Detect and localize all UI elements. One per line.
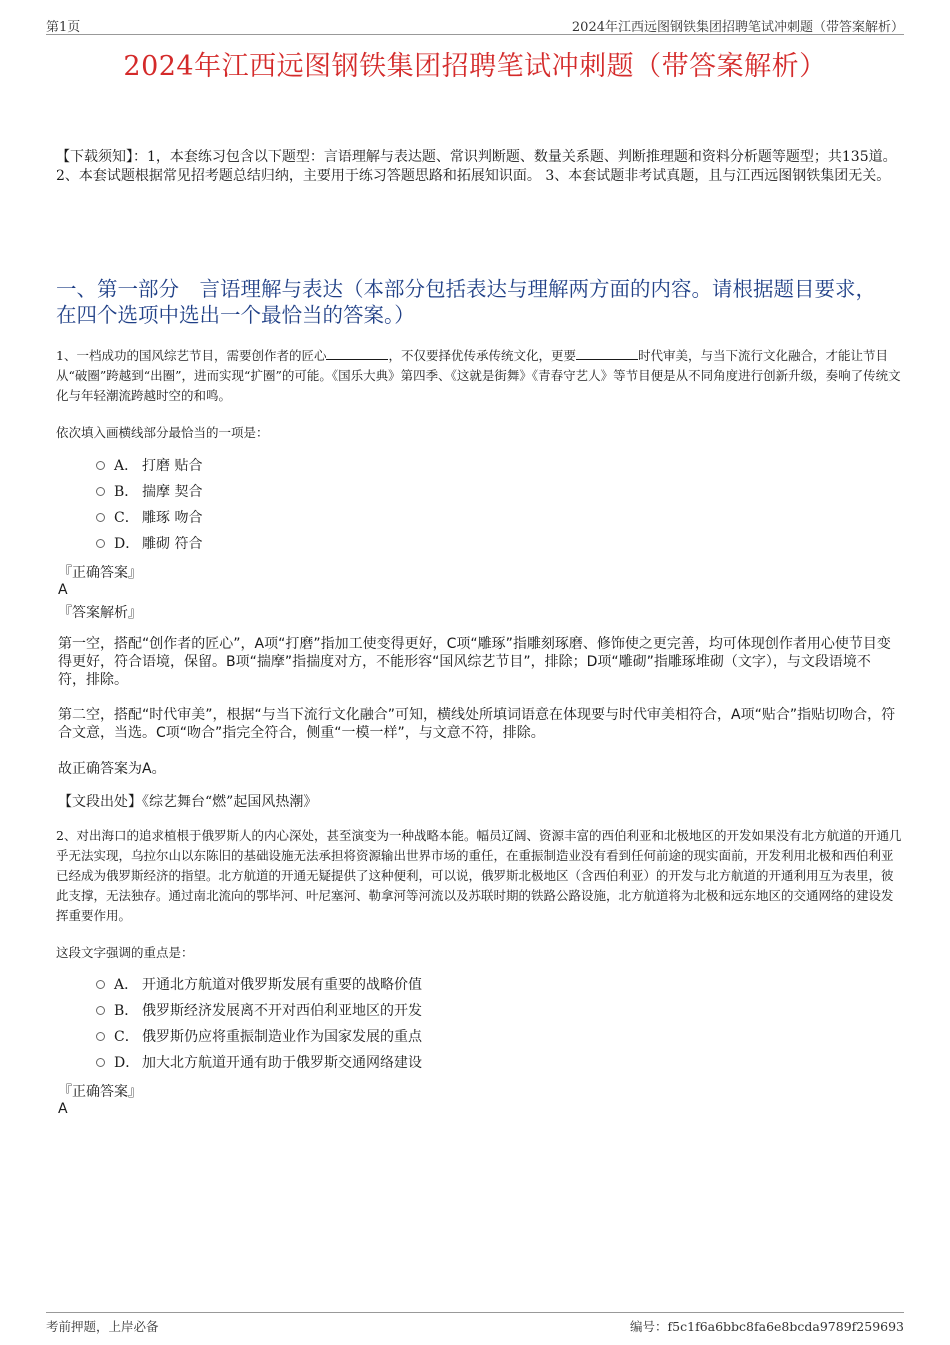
option-b[interactable]: B． 揣摩 契合 xyxy=(96,478,202,504)
answer-label: 『正确答案』 xyxy=(58,1084,142,1100)
radio-icon[interactable] xyxy=(96,1006,105,1015)
question-1-text: 1、一档成功的国风综艺节目，需要创作者的匠心 ，不仅要择优传承传统文化，更要 时代审美，与当下流行文化融合，才能让节目从“破圈”跨越到“出圈”，进而实现“扩圈”的可能。《国乐大典》第四季、《这就是街舞》《青春守艺人》等节目便是从不同角度进行创新升级，奏响了传统文化与年轻潮流跨越时空的和鸣。 xyxy=(56,348,901,403)
section-heading: 一、第一部分 言语理解与表达（本部分包括表达与理解两方面的内容。请根据题目要求，在四个选项中选出一个最恰当的答案。） xyxy=(56,277,876,327)
download-notice: 【下载须知】：1，本套练习包含以下题型：言语理解与表达题、常识判断题、数量关系题、判断推理题和资料分析题等题型；共135道。 2、本套试题根据常见招考题总结归纳，主要用于练习答题思路和拓展知识面。 3、本套试题非考试真题，且与江西远图钢铁集团无关。 xyxy=(56,149,897,184)
page-header xyxy=(46,14,904,35)
radio-icon[interactable] xyxy=(96,980,105,989)
page-number: 第1页 xyxy=(46,20,81,35)
question-2-prompt: 这段文字强调的重点是： xyxy=(56,945,194,960)
page-footer xyxy=(46,1312,904,1337)
radio-icon[interactable] xyxy=(96,461,105,470)
passage-source: 【文段出处】《综艺舞台“燃”起国风热潮》 xyxy=(58,794,318,810)
option-b[interactable]: B． 俄罗斯经济发展离不开对西伯利亚地区的开发 xyxy=(96,997,422,1023)
answer-label: 『正确答案』 xyxy=(58,565,142,581)
radio-icon[interactable] xyxy=(96,487,105,496)
blank-1 xyxy=(326,349,388,360)
analysis-paragraph: 第一空，搭配“创作者的匠心”，A项“打磨”指加工使变得更好，C项“雕琢”指雕刻琢磨、修饰使之更完善，均可体现创作者用心使节目变得更好，符合语境，保留。B项“揣摩”指揣度对方，不能形容“国风综艺节目”，排除；D项“雕砌”指雕琢堆砌（文字），与文段语境不符，排除。 xyxy=(58,636,891,688)
question-2-options xyxy=(96,971,422,1075)
answer-value: A xyxy=(58,582,68,598)
analysis-conclusion: 故正确答案为A。 xyxy=(58,761,166,777)
option-a[interactable]: A． 开通北方航道对俄罗斯发展有重要的战略价值 xyxy=(96,971,422,997)
radio-icon[interactable] xyxy=(96,1032,105,1041)
question-2-text: 2、对出海口的追求植根于俄罗斯人的内心深处，甚至演变为一种战略本能。幅员辽阔、资源丰富的西伯利亚和北极地区的开发如果没有北方航道的开通几乎无法实现，乌拉尔山以东陈旧的基础设施无法承担将资源输出世界市场的重任，在重振制造业没有看到任何前途的现实面前，开发利用北极和西伯利亚已经成为俄罗斯经济的指望。北方航道的开通无疑提供了这种便利，可以说，俄罗斯北极地区（含西伯利亚）的开发与北方航道的开通利用互为表里，彼此支撑，无法独存。通过南北流向的鄂毕河、叶尼塞河、勒拿河等河流以及苏联时期的铁路公路设施，北方航道将为北极和远东地区的交通网络的建设发挥重要作用。 xyxy=(56,828,902,923)
document-title: 2024年江西远图钢铁集团招聘笔试冲刺题（带答案解析） xyxy=(123,51,827,82)
document-id: 编号：f5c1f6a6bbc8fa6e8bcda9789f259693 xyxy=(630,1319,904,1334)
option-a[interactable]: A． 打磨 贴合 xyxy=(96,452,202,478)
blank-2 xyxy=(576,349,638,360)
answer-value: A xyxy=(58,1101,68,1117)
option-d[interactable]: D． 加大北方航道开通有助于俄罗斯交通网络建设 xyxy=(96,1049,422,1075)
option-d[interactable]: D． 雕砌 符合 xyxy=(96,530,202,556)
analysis-label: 『答案解析』 xyxy=(58,605,142,621)
footer-slogan: 考前押题，上岸必备 xyxy=(46,1319,159,1334)
option-c[interactable]: C． 俄罗斯仍应将重振制造业作为国家发展的重点 xyxy=(96,1023,422,1049)
option-c[interactable]: C． 雕琢 吻合 xyxy=(96,504,202,530)
radio-icon[interactable] xyxy=(96,1058,105,1067)
radio-icon[interactable] xyxy=(96,539,105,548)
header-doc-title: 2024年江西远图钢铁集团招聘笔试冲刺题（带答案解析） xyxy=(571,20,904,35)
question-1-options xyxy=(96,452,202,556)
analysis-paragraph: 第二空，搭配“时代审美”，根据“与当下流行文化融合”可知，横线处所填词语意在体现要与时代审美相符合，A项“贴合”指贴切吻合，符合文意，当选。C项“吻合”指完全符合，侧重“一模一样”，与文意不符，排除。 xyxy=(58,707,896,741)
question-1-prompt: 依次填入画横线部分最恰当的一项是： xyxy=(56,425,269,440)
radio-icon[interactable] xyxy=(96,513,105,522)
